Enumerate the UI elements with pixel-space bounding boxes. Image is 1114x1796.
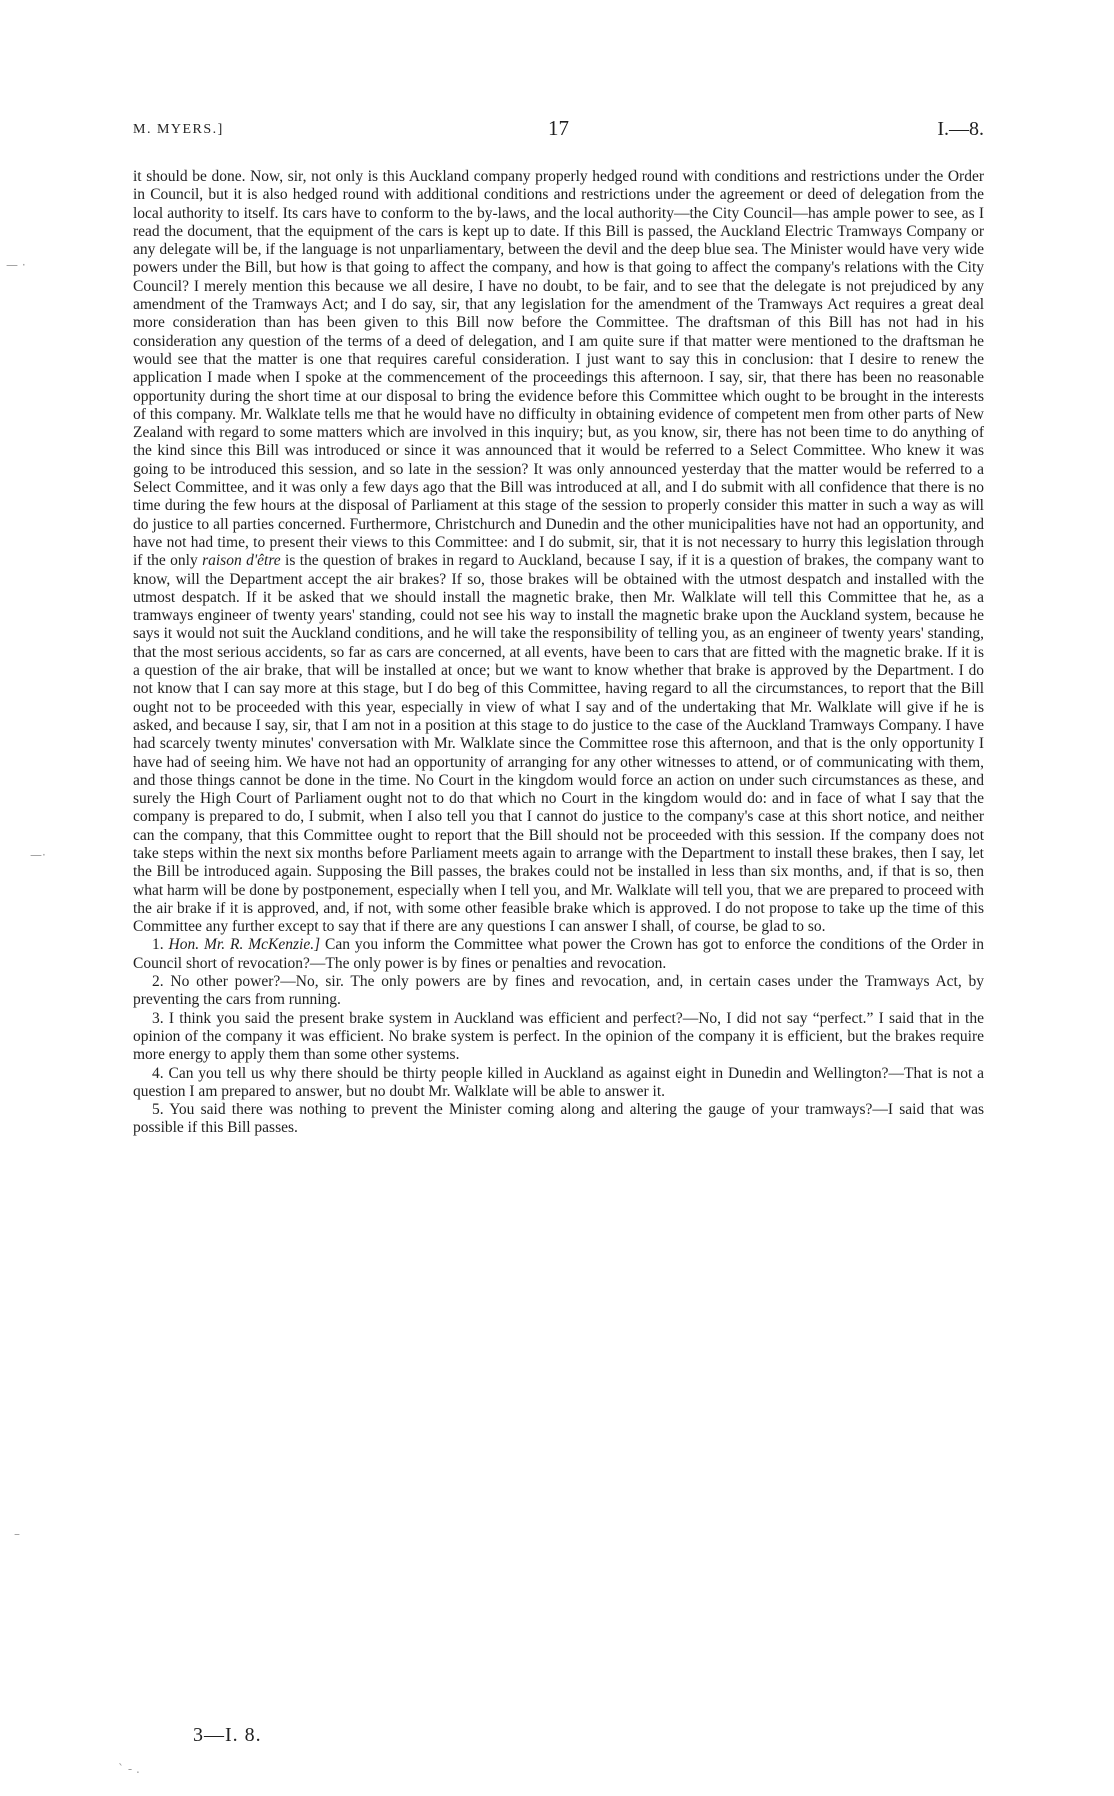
question-text: You said there was nothing to prevent the Minister coming along and altering the gauge of your tramways?—I said that was possible if this Bill passes.: [133, 1101, 984, 1137]
question-text: Can you tell us why there should be thirty people killed in Auckland as against eight in Dunedin and Wellington?—That is not a question I am prepared to answer, but no doubt Mr. Walklate will be able to answer it.: [133, 1064, 984, 1100]
question-number: 4.: [152, 1064, 164, 1082]
question-2: [133, 973, 984, 1010]
paper-reference: I.—8.: [937, 118, 984, 140]
paragraph-text-1: it should be done. Now, sir, not only is this Auckland company properly hedged round with conditions and restrictions under the Order in Council, but it is also hedged round with additional conditions and restrictions under the agreement or deed of delegation from the local authority to itself. Its cars have to conform to the by-laws, and the local authority—the City Council—has ample power to see, as I read the document, that the equipment of the cars is kept up to date. If this Bill is passed, the Auckland Electric Tramways Company or any delegate will be, if the language is not unparliamentary, between the devil and the deep blue sea. The Minister would have very wide powers under the Bill, but how is that going to affect the company, and how is that going to affect the company's relations with the City Council? I merely mention this because we all desire, I have no doubt, to be fair, and to see that the delegate is not prejudiced by any amendment of the Tramways Act; and I do say, sir, that any legislation for the amendment of the Tramways Act requires a great deal more consideration than has been given to this Bill now before the Committee. The draftsman of this Bill has not had in his consideration any question of the terms of a deed of delegation, and I am quite sure if that matter were mentioned to the draftsman he would see that the matter is one that requires careful consideration. I just want to say this in conclusion: that I desire to renew the application I made when I spoke at the commencement of the proceedings this afternoon. I say, sir, that there has been no reasonable opportunity during the short time at our disposal to bring the evidence before this Committee which ought to be brought in the interests of this company. Mr. Walklate tells me that he would have no difficulty in obtaining evidence of competent men from other parts of New Zealand with regard to some matters which are involved in this inquiry; but, as you know, sir, there has not been time to do anything of the kind since this Bill was introduced or since it was announced that it would be referred to a Select Committee. Who knew it was going to be introduced this session, and so late in the session? It was only announced yesterday that the matter would be referred to a Select Committee, and it was only a few days ago that the Bill was introduced at all, and I do submit with all confidence that there is no time during the few hours at the disposal of Parliament at this stage of the session to properly consider this matter in such a way as will do justice to all parties concerned. Furthermore, Christchurch and Dunedin and the other municipalities have not had an opportunity, and have not had time, to present their views to this Committee: and I do submit, sir, that it is not necessary to hurry this legislation through if the only: [133, 168, 984, 570]
margin-tick-mark: — ·: [6, 258, 26, 272]
page-body: [133, 168, 984, 1138]
question-number: 5.: [152, 1101, 164, 1119]
signature-mark: 3—I. 8.: [193, 1724, 262, 1746]
question-5: [133, 1101, 984, 1138]
question-text: Can you inform the Committee what power the Crown has got to enforce the conditions of the Order in Council short of revocation?—The only power is by fines or penalties and revocation.: [133, 936, 984, 972]
witness-name: M. MYERS.]: [133, 122, 224, 137]
question-number: 3.: [152, 1009, 164, 1027]
page-header: [133, 116, 984, 146]
italic-phrase: raison d'être: [202, 552, 281, 570]
question-number: 2.: [152, 973, 164, 991]
question-1: [133, 936, 984, 973]
paragraph-text-2: is the question of brakes in regard to Auckland, because I say, if it is a question of brakes, the company want to know, will the Department accept the air brakes? If so, those brakes will be obtained with the utmost despatch and installed with the utmost despatch. If it be asked that we should install the magnetic brake, then Mr. Walklate will tell this Committee that he, as a tramways engineer of twenty years' standing, could not see his way to install the magnetic brake upon the Auckland system, because he says it would not suit the Auckland conditions, and he will take the responsibility of telling you, as an engineer of twenty years' standing, that the most serious accidents, so far as cars are concerned, at all events, have been to cars that are fitted with the magnetic brake. If it is a question of the air brake, that will be installed at once; but we want to know whether that brake is approved by the Department. I do not know that I can say more at this stage, but I do beg of this Committee, having regard to all the circumstances, to report that the Bill ought not to be proceeded with this year, especially in view of what I say and of the undertaking that Mr. Walklate will give if he is asked, and because I say, sir, that I am not in a position at this stage to do justice to the case of the Auckland Tramways Company. I have had scarcely twenty minutes' conversation with Mr. Walklate since the Committee rose this afternoon, and that is the only opportunity I have had of seeing him. We have not had an opportunity of arranging for any other witnesses to attend, or of communicating with them, and those things cannot be done in the time. No Court in the kingdom would force an action on under such circumstances as these, and surely the High Court of Parliament ought not to do that which no Court in the kingdom would do: and in face of what I say that the company is prepared to do, I submit, when I also tell you that I cannot do justice to the company's case at this short notice, and neither can the company, that this Committee ought to report that the Bill should not be proceeded with this session. If the company does not take steps within the next six months before Parliament meets again to arrange with the Department to install these brakes, then I say, let the Bill be introduced again. Supposing the Bill passes, the brakes could not be installed in less than six months, and, if that is so, then what harm will be done by postponement, especially when I tell you, and Mr. Walklate will tell you, that we are prepared to proceed with the air brake if it is approved, and, if not, with some other feasible brake which is approved. I do not propose to take up the time of this Committee any further except to say that if there are any questions I can answer I shall, of course, be glad to so.: [133, 552, 984, 936]
page-number: 17: [548, 116, 569, 140]
question-text: No other power?—No, sir. The only powers are by fines and revocation, and, in certain cases under the Tramways Act, by preventing the cars from running.: [133, 973, 984, 1009]
question-3: [133, 1010, 984, 1065]
margin-tick-mark: –: [14, 1527, 20, 1541]
main-paragraph: [133, 168, 984, 936]
margin-tick-mark: ˋ - .: [118, 1762, 140, 1776]
margin-tick-mark: —·: [30, 848, 46, 862]
question-text: I think you said the present brake system in Auckland was efficient and perfect?—No, I did not say “perfect.” I said that in the opinion of the company it was efficient. No brake system is perfect. In the opinion of the company it is efficient, but the brakes require more energy to apply them than some other systems.: [133, 1009, 984, 1064]
question-number: 1.: [152, 936, 164, 954]
question-4: [133, 1065, 984, 1102]
speaker-name: Hon. Mr. R. McKenzie.]: [168, 936, 321, 954]
